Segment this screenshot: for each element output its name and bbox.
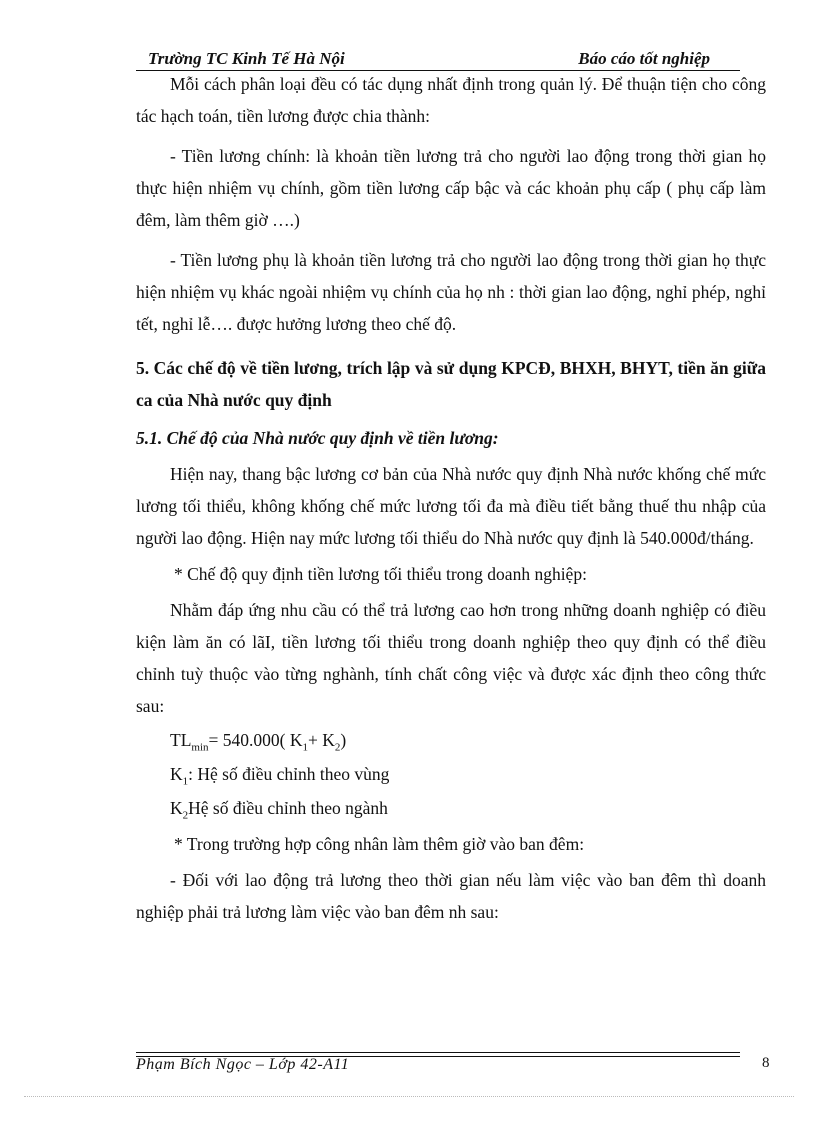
- k1-text: : Hệ số điều chỉnh theo vùng: [188, 764, 390, 784]
- formula-min-sub: min: [191, 741, 209, 754]
- footer-rule-thick: [136, 1052, 740, 1053]
- formula-k2-sub: 2: [334, 741, 341, 754]
- paragraph-adjustment: Nhằm đáp ứng nhu cầu có thể trả lương cao hơn trong những doanh nghiệp có điều kiện làm ăn có lãI, tiền lương tối thiểu trong doanh nghiệp theo quy định có thể điều chỉnh tuỳ thuộc vào từng nghành, tính chất công việc và được xác định theo công thức sau:: [136, 600, 766, 716]
- header-report-title: Báo cáo tốt nghiệp: [578, 49, 710, 68]
- formula-eq: = 540.000( K: [208, 730, 303, 750]
- k2-definition: [170, 792, 766, 824]
- section-heading-5: 5. Các chế độ về tiền lương, trích lập và sử dụng KPCĐ, BHXH, BHYT, tiền ăn giữa ca của Nhà nước quy định: [136, 358, 766, 410]
- document-body: [136, 68, 766, 928]
- formula-tlmin: [170, 724, 766, 756]
- page-number: 8: [762, 1055, 770, 1071]
- paragraph-main-salary: - Tiền lương chính: là khoản tiền lương trả cho người lao động trong thời gian họ thực hiện nhiệm vụ chính, gồm tiền lương cấp bậc và các khoản phụ cấp ( phụ cấp làm đêm, làm thêm giờ ….): [136, 146, 766, 230]
- paragraph-night-pay: - Đối với lao động trả lương theo thời gian nếu làm việc vào ban đêm thì doanh nghiệp phải trả lương làm việc vào ban đêm nh sau:: [136, 870, 766, 922]
- k1-sub: 1: [182, 775, 189, 788]
- footer-author: Phạm Bích Ngọc – Lớp 42-A11: [136, 1056, 350, 1073]
- paragraph-extra-salary: - Tiền lương phụ là khoản tiền lương trả cho người lao động trong thời gian họ thực hiện nhiệm vụ khác ngoài nhiệm vụ chính của họ nh : thời gian lao động, nghỉ phép, nghỉ tết, nghỉ lễ…. được hưởng lương theo chế độ.: [136, 250, 766, 334]
- paragraph-classification: Mỗi cách phân loại đều có tác dụng nhất định trong quản lý. Để thuận tiện cho công tác hạch toán, tiền lương được chia thành:: [136, 74, 766, 126]
- paragraph-minimum-wage: Hiện nay, thang bậc lương cơ bản của Nhà nước quy định Nhà nước khống chế mức lương tối thiểu, không khống chế mức lương tối đa mà điều tiết bằng thuế thu nhập của người lao động. Hiện nay mức lương tối thiểu do Nhà nước quy định là 540.000đ/tháng.: [136, 464, 766, 548]
- k1-definition: [170, 758, 766, 790]
- page-bottom-border: [24, 1096, 794, 1097]
- k2-symbol: K: [170, 798, 183, 818]
- formula-k1-sub: 1: [302, 741, 308, 754]
- k2-text: Hệ số điều chỉnh theo ngành: [188, 798, 388, 818]
- formula-close: ): [340, 730, 347, 750]
- formula-tl: TL: [170, 730, 192, 750]
- paragraph-enterprise-minimum: * Chế độ quy định tiền lương tối thiểu trong doanh nghiệp:: [174, 564, 587, 584]
- header-school: Trường TC Kinh Tế Hà Nội: [148, 49, 345, 68]
- formula-plus: + K: [307, 730, 335, 750]
- k2-sub: 2: [182, 809, 189, 822]
- paragraph-overtime-night: * Trong trường hợp công nhân làm thêm giờ vào ban đêm:: [174, 834, 585, 854]
- k1-symbol: K: [170, 764, 183, 784]
- section-heading-5-1: 5.1. Chế độ của Nhà nước quy định về tiền lương:: [136, 428, 499, 448]
